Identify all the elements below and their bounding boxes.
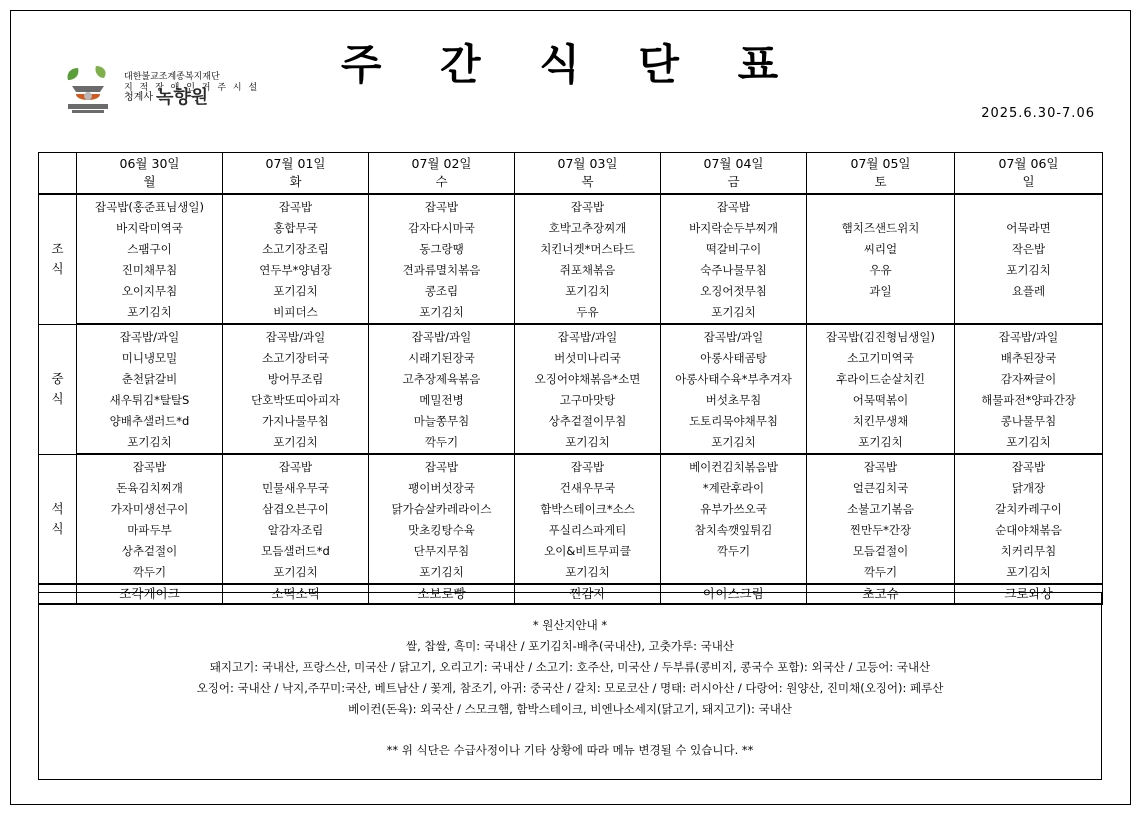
menu-cell [661, 454, 807, 584]
menu-item: 오이지무침 [121, 284, 178, 298]
menu-item: 해물파전*양파간장 [981, 393, 1076, 407]
menu-item: 오이&비트무피클 [544, 544, 631, 558]
menu-item: 소고기장터국 [262, 351, 329, 365]
menu-item [807, 302, 954, 323]
org-foundation-name: 대한불교조계종복지재단 [124, 72, 220, 82]
menu-item: 맛초킹탕수육 [408, 523, 475, 537]
menu-item: 요플레 [1011, 284, 1046, 298]
menu-item: 방어무조림 [267, 372, 324, 386]
menu-cell [955, 324, 1103, 454]
menu-item: 미니냉모밀 [121, 351, 178, 365]
meal-label [39, 194, 77, 324]
meal-label [39, 324, 77, 454]
menu-item: 메밀전병 [419, 393, 464, 407]
menu-cell [223, 454, 369, 584]
menu-item: 순대야채볶음 [995, 523, 1062, 537]
snack-cell: 초코슈 [807, 584, 955, 604]
menu-item: 돈육김치찌개 [116, 481, 183, 495]
day-header: 07월 01일 화 [223, 153, 369, 195]
menu-item: 포기김치 [273, 435, 318, 449]
menu-item: 스팸구이 [127, 242, 172, 256]
menu-item: 상추겉절이무침 [548, 414, 627, 428]
menu-item: 새우튀김*탈탈S [109, 393, 190, 407]
menu-item: 시래기된장국 [408, 351, 475, 365]
menu-item: 단호박또띠아피자 [251, 393, 340, 407]
menu-item: 고구마맛탕 [559, 393, 616, 407]
menu-item: 깍두기 [132, 565, 167, 579]
menu-item: 잡곡밥/과일 [411, 330, 472, 344]
menu-item: 알감자조림 [267, 523, 324, 537]
menu-cell [661, 194, 807, 324]
menu-item: 어묵라면 [1006, 221, 1051, 235]
menu-item: 포기김치 [419, 305, 464, 319]
menu-item: 쥐포채볶음 [559, 263, 616, 277]
meal-label-char: 조 [51, 241, 64, 257]
menu-item: 닭개장 [1011, 481, 1046, 495]
menu-cell [369, 194, 515, 324]
snack-cell: 아이스크림 [661, 584, 807, 604]
menu-cell [223, 194, 369, 324]
menu-item: 양배추샐러드*d [109, 414, 190, 428]
menu-item: 바지락미역국 [116, 221, 183, 235]
weekly-menu-table [38, 152, 1103, 605]
menu-item: 모듬샐러드*d [261, 544, 330, 558]
menu-item: 모듬겉절이 [852, 544, 909, 558]
organization-logo [62, 62, 262, 122]
day-header: 06월 30일 월 [77, 153, 223, 195]
menu-item: 우유 [869, 263, 892, 277]
menu-cell [369, 454, 515, 584]
menu-item: 연두부*양념장 [259, 263, 332, 277]
lotus-logo-icon [62, 62, 120, 118]
meal-label-char: 식 [51, 391, 64, 406]
menu-item: 잡곡밥 [278, 200, 313, 214]
menu-item: 작은밥 [1011, 242, 1046, 256]
day-header: 07월 05일 토 [807, 153, 955, 195]
menu-item [955, 302, 1102, 323]
menu-item: 잡곡밥 [424, 200, 459, 214]
meal-label-char: 석 [51, 500, 64, 516]
menu-cell [807, 324, 955, 454]
menu-item: 참치속깻잎튀김 [694, 523, 773, 537]
menu-item: 건새우무국 [559, 481, 616, 495]
menu-item: 얼큰김치국 [852, 481, 909, 495]
menu-item: 깍두기 [424, 435, 459, 449]
org-brand-name: 녹향원 [155, 87, 209, 108]
menu-item [807, 197, 954, 218]
menu-item: 가지나물무침 [262, 414, 329, 428]
menu-cell [369, 324, 515, 454]
menu-item: 감자다시마국 [408, 221, 475, 235]
meal-label-char: 식 [51, 261, 64, 277]
meal-label [39, 454, 77, 584]
menu-item: 잡곡밥/과일 [998, 330, 1059, 344]
meal-row-breakfast [39, 194, 1103, 324]
menu-item [661, 562, 806, 583]
menu-item: 상추겉절이 [121, 544, 178, 558]
menu-item: 잡곡밥 [863, 460, 898, 474]
menu-item: 잡곡밥/과일 [265, 330, 326, 344]
menu-item: 소고기미역국 [847, 351, 914, 365]
menu-item: 어묵떡볶이 [852, 393, 909, 407]
menu-cell [661, 324, 807, 454]
menu-item: 삼겹오븐구이 [262, 502, 329, 516]
corner-cell [39, 153, 77, 195]
menu-item: 포기김치 [711, 435, 756, 449]
menu-item: 포기김치 [565, 284, 610, 298]
menu-item: 호박고추장찌개 [548, 221, 627, 235]
meal-row-lunch [39, 324, 1103, 454]
menu-item: 감자짜글이 [1000, 372, 1057, 386]
menu-item: 가자미생선구이 [110, 502, 189, 516]
menu-item: 포기김치 [127, 435, 172, 449]
menu-item: 갈치카레구이 [995, 502, 1062, 516]
menu-item: 두유 [576, 305, 599, 319]
menu-item: 포기김치 [273, 284, 318, 298]
menu-item: 잡곡밥 [278, 460, 313, 474]
menu-item: 유부가쓰오국 [700, 502, 767, 516]
menu-cell [77, 324, 223, 454]
menu-cell [955, 454, 1103, 584]
menu-item: 찐만두*간장 [849, 523, 912, 537]
menu-item: 함박스테이크*소스 [540, 502, 635, 516]
menu-item: 바지락순두부찌개 [689, 221, 778, 235]
menu-item: 배추된장국 [1000, 351, 1057, 365]
menu-cell [77, 454, 223, 584]
snack-cell: 소보로빵 [369, 584, 515, 604]
menu-item: 콩나물무침 [1000, 414, 1057, 428]
menu-item: 떡갈비구이 [705, 242, 762, 256]
menu-item: 치커리무침 [1000, 544, 1057, 558]
menu-item: 베이컨김치볶음밥 [689, 460, 778, 474]
day-header: 07월 02일 수 [369, 153, 515, 195]
menu-item: 후라이드순살치킨 [836, 372, 925, 386]
meal-label-char: 중 [51, 371, 64, 386]
menu-item: 비피더스 [273, 305, 318, 319]
org-facility-name [124, 87, 209, 108]
menu-item: 포기김치 [1006, 565, 1051, 579]
menu-item: 햄치즈샌드위치 [841, 221, 920, 235]
menu-item: 팽이버섯장국 [408, 481, 475, 495]
origin-line: 베이컨(돈육): 외국산 / 스모크햄, 함박스테이크, 비엔나소세지(닭고기, 돼지고기): 국내산 [348, 702, 792, 716]
menu-item: 아롱사태곰탕 [700, 351, 767, 365]
date-range: 2025.6.30-7.06 [981, 106, 1095, 121]
menu-item: 잡곡밥/과일 [557, 330, 618, 344]
menu-item: 씨리얼 [863, 242, 898, 256]
menu-item: 과일 [869, 284, 892, 298]
day-header: 07월 06일 일 [955, 153, 1103, 195]
menu-item: 민물새우무국 [262, 481, 329, 495]
org-temple-name: 청계사 [124, 92, 153, 103]
menu-item: 잡곡밥(홍준표님생일) [95, 200, 204, 214]
origin-title: * 원산지안내 * [532, 618, 608, 632]
menu-item: 버섯미나리국 [554, 351, 621, 365]
snack-cell: 조각케이크 [77, 584, 223, 604]
menu-item: 잡곡밥 [570, 200, 605, 214]
menu-item: 단무지무침 [413, 544, 470, 558]
menu-item: 포기김치 [565, 565, 610, 579]
snack-cell: 소떡소떡 [223, 584, 369, 604]
menu-item: 포기김치 [711, 305, 756, 319]
menu-item: 춘천닭갈비 [121, 372, 178, 386]
menu-item: 잡곡밥 [424, 460, 459, 474]
menu-cell [515, 454, 661, 584]
menu-item: 잡곡밥 [716, 200, 751, 214]
menu-item: 포기김치 [127, 305, 172, 319]
meal-label-char: 식 [51, 520, 64, 536]
menu-item: 도토리묵야채무침 [689, 414, 778, 428]
origin-line: 돼지고기: 국내산, 프랑스산, 미국산 / 닭고기, 오리고기: 국내산 / 소고기: 호주산, 미국산 / 두부류(콩비지, 콩국수 포함): 외국산 / 고등어: 국내산 [209, 660, 931, 674]
menu-item: 포기김치 [273, 565, 318, 579]
org-facility-type: 지 적 장 애 인 거 주 시 설 [124, 83, 260, 93]
snack-cell: 찐감자 [515, 584, 661, 604]
snack-cell: 크로와상 [955, 584, 1103, 604]
menu-cell [515, 194, 661, 324]
menu-item: 오징어야채볶음*소면 [534, 372, 641, 386]
origin-info-box [38, 592, 1102, 780]
menu-item: 닭가슴살카레라이스 [391, 502, 492, 516]
menu-item: *계란후라이 [702, 481, 765, 495]
menu-item: 잡곡밥 [570, 460, 605, 474]
menu-item: 홍합무국 [273, 221, 318, 235]
menu-item: 소고기장조림 [262, 242, 329, 256]
menu-item: 소불고기볶음 [847, 502, 914, 516]
menu-item: 포기김치 [1006, 435, 1051, 449]
menu-item: 잡곡밥 [132, 460, 167, 474]
menu-item: 버섯초무침 [705, 393, 762, 407]
menu-item: 포기김치 [419, 565, 464, 579]
menu-cell [77, 194, 223, 324]
menu-change-notice: ** 위 식단은 수급사정이나 기타 상황에 따라 메뉴 변경될 수 있습니다. ** [386, 743, 754, 757]
menu-item: 푸실리스파게티 [548, 523, 627, 537]
menu-item: 아롱사태수육*부추겨자 [675, 372, 792, 386]
menu-item: 견과류멸치볶음 [402, 263, 481, 277]
menu-item: 오징어젓무침 [700, 284, 767, 298]
menu-item: 잡곡밥 [1011, 460, 1046, 474]
menu-item: 마파두부 [127, 523, 172, 537]
day-header-row [39, 153, 1103, 195]
menu-item: 마늘쫑무침 [413, 414, 470, 428]
menu-item: 콩조림 [424, 284, 459, 298]
origin-line: 쌀, 찹쌀, 흑미: 국내산 / 포기김치-배추(국내산), 고춧가루: 국내산 [406, 639, 734, 653]
menu-item: 잡곡밥/과일 [119, 330, 180, 344]
menu-item: 고추장제육볶음 [402, 372, 481, 386]
day-header: 07월 04일 금 [661, 153, 807, 195]
day-header: 07월 03일 목 [515, 153, 661, 195]
menu-item: 잡곡밥(김진형님생일) [826, 330, 935, 344]
menu-item: 포기김치 [1006, 263, 1051, 277]
menu-cell [807, 194, 955, 324]
menu-cell [515, 324, 661, 454]
menu-item: 동그랑땡 [419, 242, 464, 256]
menu-item: 숙주나물무침 [700, 263, 767, 277]
menu-item: 치킨너겟*머스타드 [540, 242, 635, 256]
page-title: 주 간 식 단 표 [340, 40, 801, 89]
menu-cell [955, 194, 1103, 324]
menu-item: 깍두기 [716, 544, 751, 558]
meal-row-dinner [39, 454, 1103, 584]
menu-cell [223, 324, 369, 454]
menu-item: 포기김치 [565, 435, 610, 449]
menu-cell [807, 454, 955, 584]
menu-item [955, 197, 1102, 218]
menu-item: 치킨무생채 [852, 414, 909, 428]
menu-item: 포기김치 [858, 435, 903, 449]
menu-item: 잡곡밥/과일 [703, 330, 764, 344]
menu-item: 깍두기 [863, 565, 898, 579]
origin-line: 오징어: 국내산 / 낙지,주꾸미:국산, 베트남산 / 꽃게, 참조기, 아귀: 중국산 / 갈치: 모로코산 / 명태: 러시아산 / 다랑어: 원양산, 진미채(오징어): 페루산 [196, 681, 944, 695]
menu-item: 진미채무침 [121, 263, 178, 277]
